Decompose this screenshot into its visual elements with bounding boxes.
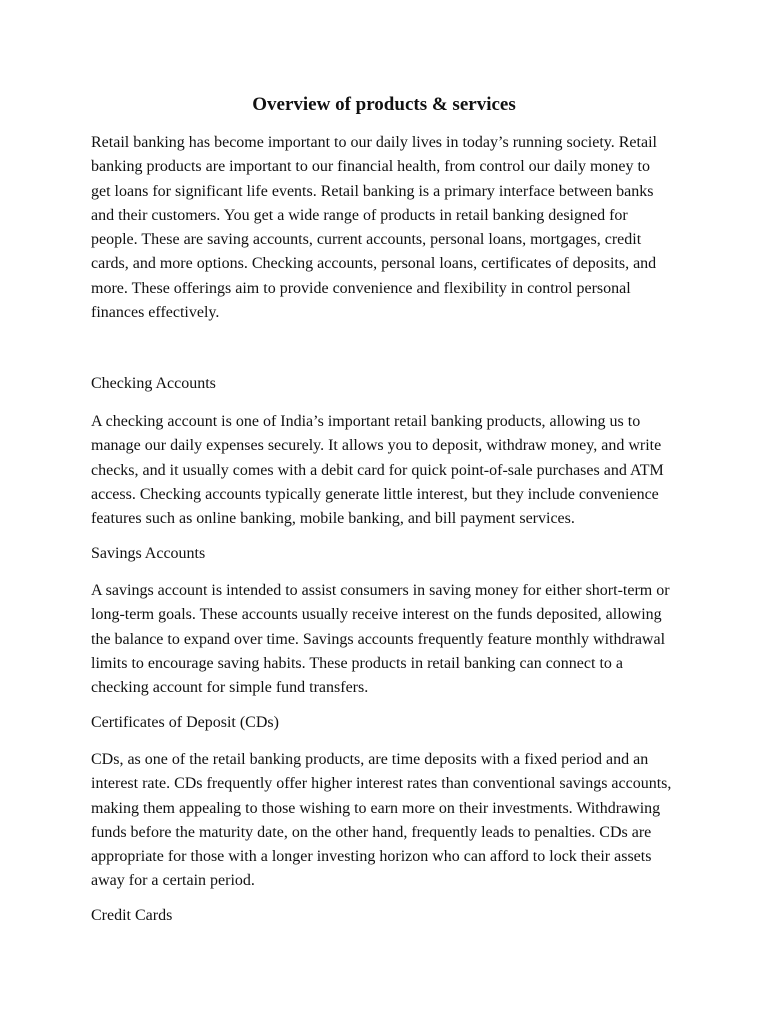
- intro-line: finances effectively.: [91, 304, 220, 322]
- paragraph-line: checks, and it usually comes with a debit card for quick point-of-sale purchases and ATM: [91, 461, 664, 479]
- paragraph-line: appropriate for those with a longer investing horizon who can afford to lock their assets: [91, 848, 652, 866]
- document-title: Overview of products & services: [252, 94, 516, 115]
- paragraph-line: interest rate. CDs frequently offer higher interest rates than conventional savings accounts,: [91, 775, 672, 793]
- paragraph-line: features such as online banking, mobile banking, and bill payment services.: [91, 510, 575, 528]
- intro-line: people. These are saving accounts, current accounts, personal loans, mortgages, credit: [91, 231, 642, 249]
- section-paragraph-savings-accounts: [91, 579, 691, 700]
- paragraph-line: funds before the maturity date, on the other hand, frequently leads to penalties. CDs are: [91, 823, 652, 841]
- paragraph-line: away for a certain period.: [91, 872, 255, 890]
- section-heading-credit-cards: Credit Cards: [91, 907, 173, 924]
- paragraph-line: manage our daily expenses securely. It allows you to deposit, withdraw money, and write: [91, 437, 662, 455]
- intro-line: get loans for significant life events. Retail banking is a primary interface between banks: [91, 182, 654, 200]
- intro-line: and their customers. You get a wide range of products in retail banking designed for: [91, 206, 628, 224]
- intro-line: cards, and more options. Checking accounts, personal loans, certificates of deposits, and: [91, 255, 657, 273]
- intro-line: more. These offerings aim to provide convenience and flexibility in control personal: [91, 279, 631, 297]
- intro-line: banking products are important to our financial health, from control our daily money to: [91, 158, 650, 176]
- section-paragraph-certificates-of-deposit: [91, 748, 691, 894]
- section-heading-savings-accounts: Savings Accounts: [91, 545, 206, 562]
- paragraph-line: making them appealing to those wishing to earn more on their investments. Withdrawing: [91, 799, 661, 817]
- paragraph-line: A savings account is intended to assist consumers in saving money for either short-term or: [91, 582, 670, 599]
- section-heading-certificates-of-deposit: Certificates of Deposit (CDs): [91, 714, 279, 731]
- paragraph-line: access. Checking accounts typically generate little interest, but they include convenience: [91, 485, 659, 503]
- section-paragraph-checking-accounts: [91, 410, 691, 531]
- section-heading-checking-accounts: Checking Accounts: [91, 375, 216, 392]
- paragraph-line: CDs, as one of the retail banking products, are time deposits with a fixed period and an: [91, 751, 649, 768]
- paragraph-line: the balance to expand over time. Savings accounts frequently feature monthly withdrawal: [91, 630, 666, 648]
- intro-line: Retail banking has become important to our daily lives in today’s running society. Retail: [91, 134, 657, 151]
- paragraph-line: checking account for simple fund transfers.: [91, 679, 369, 697]
- paragraph-line: limits to encourage saving habits. These products in retail banking can connect to a: [91, 654, 623, 672]
- intro-paragraph: [91, 131, 691, 325]
- paragraph-line: A checking account is one of India’s important retail banking products, allowing us to: [91, 413, 641, 430]
- paragraph-line: long-term goals. These accounts usually receive interest on the funds deposited, allowing: [91, 606, 662, 624]
